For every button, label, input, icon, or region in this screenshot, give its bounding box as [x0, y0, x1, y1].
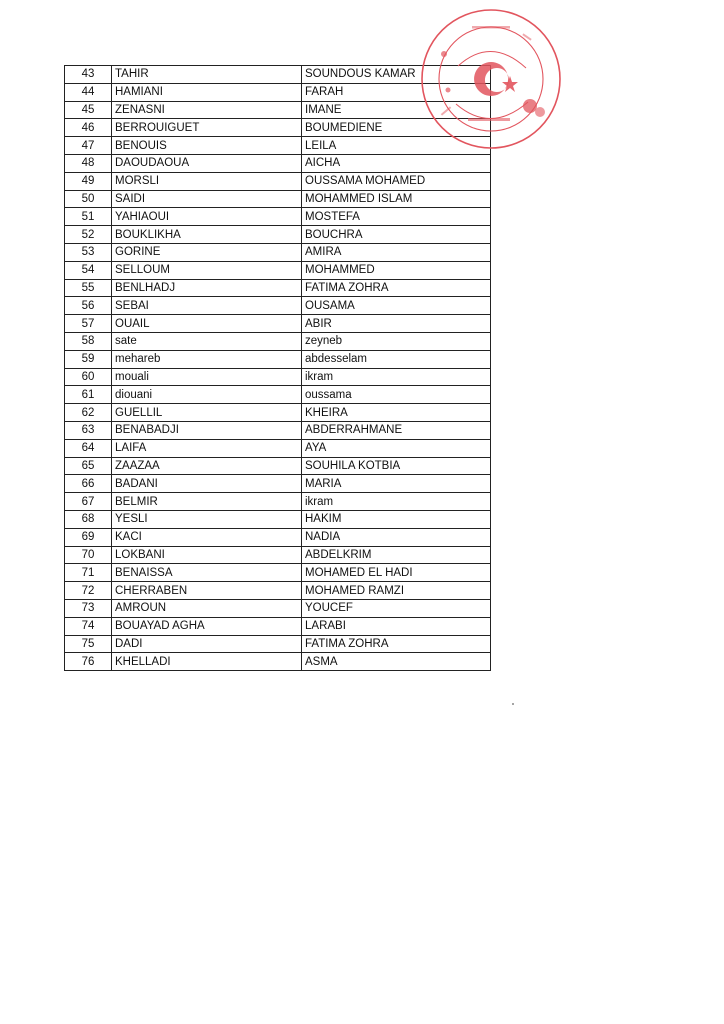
row-number: 45: [65, 101, 112, 119]
row-number: 69: [65, 528, 112, 546]
last-name-cell: BENOUIS: [112, 137, 302, 155]
table-row: [65, 617, 491, 635]
first-name-cell: NADIA: [302, 528, 491, 546]
first-name-cell: ABDERRAHMANE: [302, 421, 491, 439]
last-name-cell: YESLI: [112, 510, 302, 528]
row-number: 61: [65, 386, 112, 404]
first-name-cell: OUSSAMA MOHAMED: [302, 172, 491, 190]
row-number: 58: [65, 332, 112, 350]
row-number: 46: [65, 119, 112, 137]
row-number: 59: [65, 350, 112, 368]
row-number: 71: [65, 564, 112, 582]
last-name-cell: LOKBANI: [112, 546, 302, 564]
last-name-cell: BOUKLIKHA: [112, 226, 302, 244]
first-name-cell: BOUCHRA: [302, 226, 491, 244]
row-number: 53: [65, 243, 112, 261]
first-name-cell: FATIMA ZOHRA: [302, 279, 491, 297]
row-number: 74: [65, 617, 112, 635]
last-name-cell: BADANI: [112, 475, 302, 493]
table-row: [65, 332, 491, 350]
row-number: 68: [65, 510, 112, 528]
first-name-cell: FATIMA ZOHRA: [302, 635, 491, 653]
table-row: [65, 510, 491, 528]
row-number: 60: [65, 368, 112, 386]
official-seal-icon: [418, 6, 564, 152]
first-name-cell: AICHA: [302, 154, 491, 172]
row-number: 64: [65, 439, 112, 457]
last-name-cell: SELLOUM: [112, 261, 302, 279]
first-name-cell: zeyneb: [302, 332, 491, 350]
name-list-table: [64, 65, 491, 671]
table-row: [65, 404, 491, 422]
last-name-cell: KHELLADI: [112, 653, 302, 671]
last-name-cell: mouali: [112, 368, 302, 386]
first-name-cell: LARABI: [302, 617, 491, 635]
last-name-cell: SAIDI: [112, 190, 302, 208]
first-name-cell: FARAH: [302, 83, 491, 101]
table-row: [65, 599, 491, 617]
row-number: 52: [65, 226, 112, 244]
table-row: [65, 208, 491, 226]
table-row: [65, 297, 491, 315]
first-name-cell: AYA: [302, 439, 491, 457]
last-name-cell: BELMIR: [112, 493, 302, 511]
first-name-cell: SOUHILA KOTBIA: [302, 457, 491, 475]
last-name-cell: LAIFA: [112, 439, 302, 457]
first-name-cell: MARIA: [302, 475, 491, 493]
table-row: [65, 635, 491, 653]
last-name-cell: BERROUIGUET: [112, 119, 302, 137]
table-row: [65, 368, 491, 386]
table-row: [65, 279, 491, 297]
table-row: [65, 226, 491, 244]
first-name-cell: MOHAMMED ISLAM: [302, 190, 491, 208]
first-name-cell: MOSTEFA: [302, 208, 491, 226]
last-name-cell: mehareb: [112, 350, 302, 368]
table-row: [65, 350, 491, 368]
first-name-cell: ABIR: [302, 315, 491, 333]
first-name-cell: HAKIM: [302, 510, 491, 528]
table-row: [65, 653, 491, 671]
table-row: [65, 261, 491, 279]
first-name-cell: MOHAMED RAMZI: [302, 582, 491, 600]
last-name-cell: BENABADJI: [112, 421, 302, 439]
last-name-cell: SEBAI: [112, 297, 302, 315]
row-number: 62: [65, 404, 112, 422]
row-number: 54: [65, 261, 112, 279]
first-name-cell: LEILA: [302, 137, 491, 155]
table-row: [65, 315, 491, 333]
last-name-cell: ZAAZAA: [112, 457, 302, 475]
last-name-cell: AMROUN: [112, 599, 302, 617]
table-row: [65, 439, 491, 457]
row-number: 75: [65, 635, 112, 653]
table-row: [65, 528, 491, 546]
table-row: [65, 475, 491, 493]
first-name-cell: ikram: [302, 368, 491, 386]
last-name-cell: DADI: [112, 635, 302, 653]
first-name-cell: YOUCEF: [302, 599, 491, 617]
row-number: 56: [65, 297, 112, 315]
row-number: 76: [65, 653, 112, 671]
first-name-cell: ABDELKRIM: [302, 546, 491, 564]
table-row: [65, 582, 491, 600]
first-name-cell: OUSAMA: [302, 297, 491, 315]
name-list-body: [65, 66, 491, 671]
last-name-cell: CHERRABEN: [112, 582, 302, 600]
last-name-cell: ZENASNI: [112, 101, 302, 119]
last-name-cell: DAOUDAOUA: [112, 154, 302, 172]
first-name-cell: IMANE: [302, 101, 491, 119]
table-row: [65, 421, 491, 439]
table-row: [65, 493, 491, 511]
last-name-cell: BOUAYAD AGHA: [112, 617, 302, 635]
last-name-cell: sate: [112, 332, 302, 350]
last-name-cell: BENAISSA: [112, 564, 302, 582]
row-number: 65: [65, 457, 112, 475]
row-number: 49: [65, 172, 112, 190]
row-number: 50: [65, 190, 112, 208]
row-number: 44: [65, 83, 112, 101]
last-name-cell: YAHIAOUI: [112, 208, 302, 226]
first-name-cell: KHEIRA: [302, 404, 491, 422]
row-number: 73: [65, 599, 112, 617]
last-name-cell: MORSLI: [112, 172, 302, 190]
first-name-cell: oussama: [302, 386, 491, 404]
row-number: 57: [65, 315, 112, 333]
table-row: [65, 564, 491, 582]
table-row: [65, 172, 491, 190]
first-name-cell: ASMA: [302, 653, 491, 671]
last-name-cell: OUAIL: [112, 315, 302, 333]
row-number: 72: [65, 582, 112, 600]
table-row: [65, 190, 491, 208]
last-name-cell: BENLHADJ: [112, 279, 302, 297]
last-name-cell: KACI: [112, 528, 302, 546]
first-name-cell: abdesselam: [302, 350, 491, 368]
last-name-cell: diouani: [112, 386, 302, 404]
table-row: [65, 154, 491, 172]
row-number: 67: [65, 493, 112, 511]
scan-speck: [512, 703, 514, 705]
table-row: [65, 386, 491, 404]
row-number: 55: [65, 279, 112, 297]
row-number: 63: [65, 421, 112, 439]
first-name-cell: ikram: [302, 493, 491, 511]
first-name-cell: MOHAMMED: [302, 261, 491, 279]
last-name-cell: TAHIR: [112, 66, 302, 84]
last-name-cell: GUELLIL: [112, 404, 302, 422]
row-number: 51: [65, 208, 112, 226]
row-number: 48: [65, 154, 112, 172]
first-name-cell: AMIRA: [302, 243, 491, 261]
table-row: [65, 457, 491, 475]
table-row: [65, 243, 491, 261]
last-name-cell: HAMIANI: [112, 83, 302, 101]
row-number: 47: [65, 137, 112, 155]
row-number: 70: [65, 546, 112, 564]
first-name-cell: MOHAMED EL HADI: [302, 564, 491, 582]
row-number: 43: [65, 66, 112, 84]
row-number: 66: [65, 475, 112, 493]
last-name-cell: GORINE: [112, 243, 302, 261]
first-name-cell: BOUMEDIENE: [302, 119, 491, 137]
table-row: [65, 546, 491, 564]
first-name-cell: SOUNDOUS KAMAR: [302, 66, 491, 84]
